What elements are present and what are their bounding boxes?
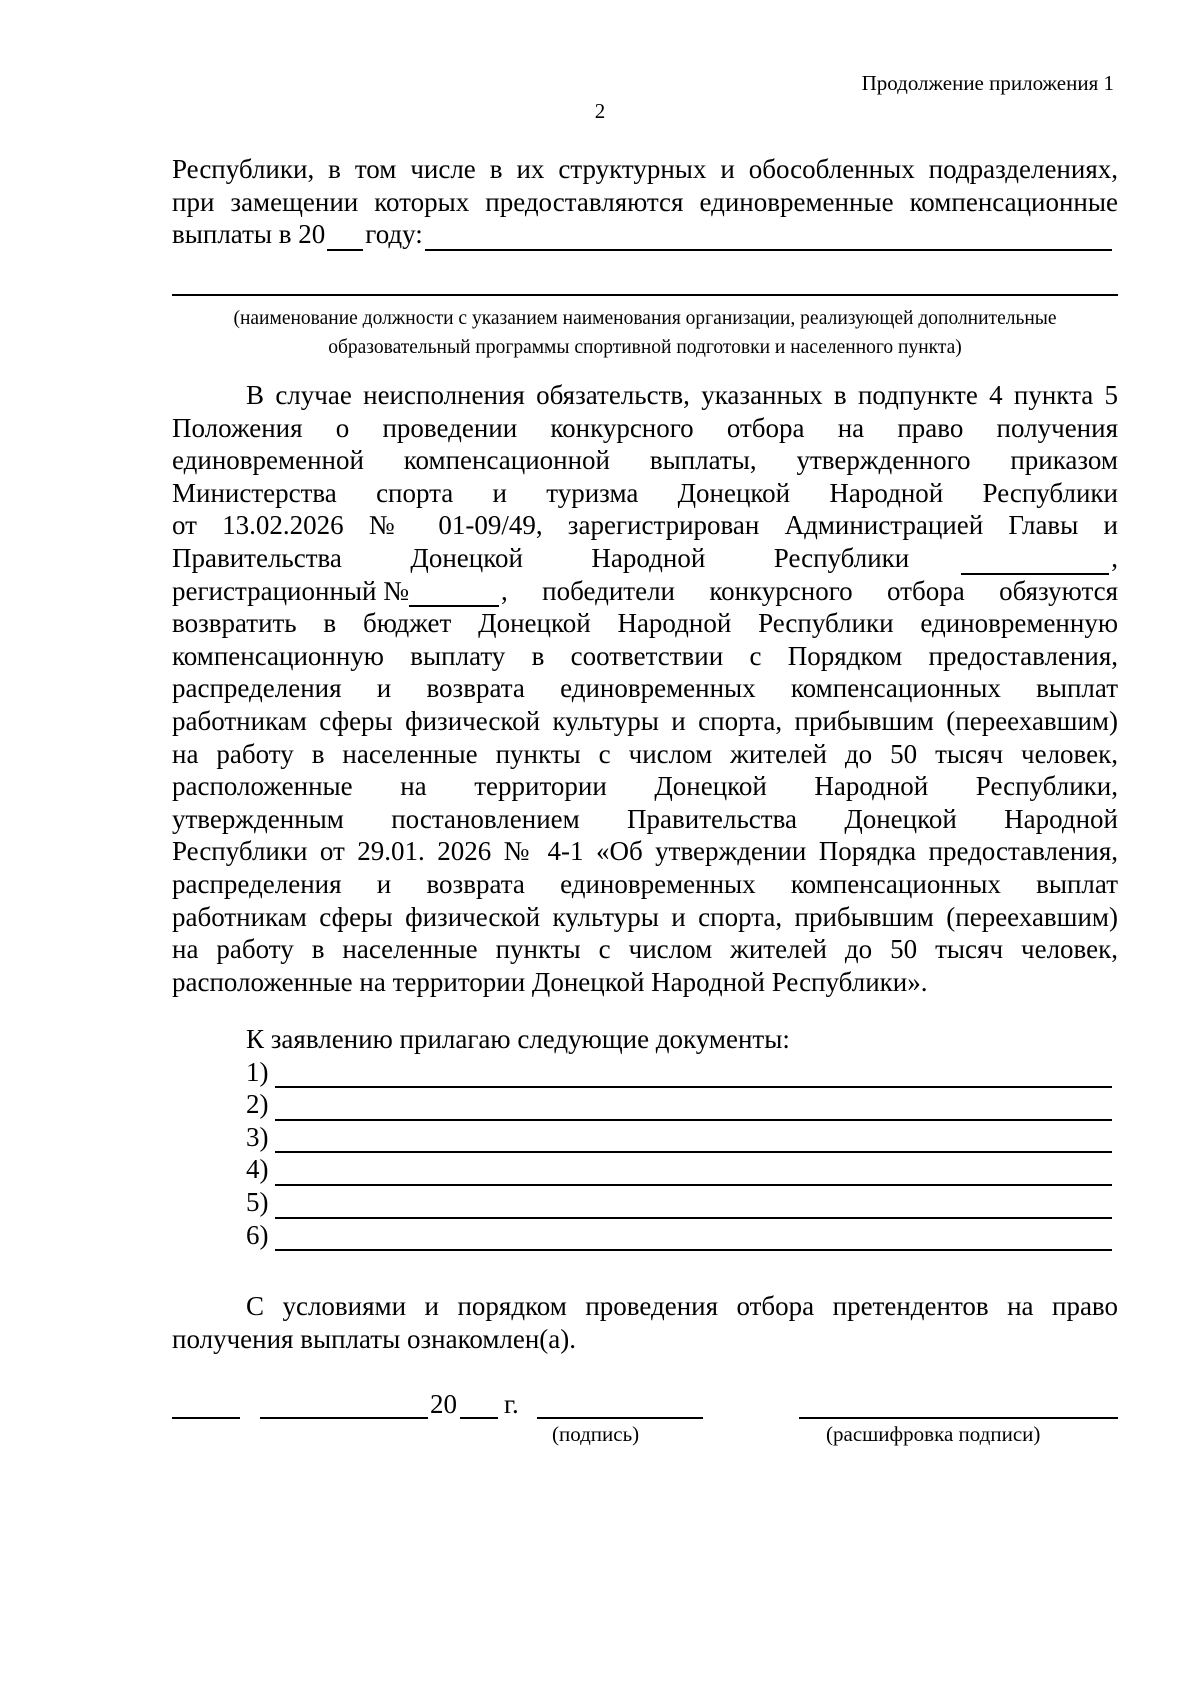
- obligations-line: единовременной компенсационной выплаты, утвержденного приказом: [172, 445, 1118, 476]
- obligations-paragraph: [172, 379, 1118, 998]
- position-blank[interactable]: [425, 224, 1112, 251]
- signature-caption: (подпись): [552, 1422, 640, 1446]
- obligations-line-6: [172, 542, 1118, 575]
- signature-year-blank[interactable]: [460, 1417, 498, 1419]
- attachments-block: [172, 1023, 1118, 1251]
- attachment-number: 4): [246, 1154, 269, 1185]
- obligations-line: Министерства спорта и туризма Донецкой Народной Республики: [172, 477, 1118, 508]
- obligations-line: утвержденным постановлением Правительства Донецкой Народной: [172, 803, 1118, 834]
- attachment-blank[interactable]: [275, 1193, 1113, 1219]
- intro-line-2: при замещении которых предоставляются единовременные компенсационные: [172, 186, 1118, 217]
- obligations-line-7-tail: , победители конкурсного отбора обязуются: [501, 575, 1118, 606]
- obligations-line: на работу в населенные пункты с числом жителей до 50 тысяч человек,: [172, 934, 1118, 965]
- obligations-line: распределения и возврата единовременных компенсационных выплат: [172, 868, 1118, 899]
- attachments-title: К заявлению прилагаю следующие документы:: [246, 1024, 790, 1054]
- attachment-number: 5): [246, 1186, 269, 1217]
- attachment-number: 2): [246, 1089, 269, 1120]
- intro-line-1: Республики, в том числе в их структурных и обособленных подразделениях,: [172, 154, 1118, 184]
- attachment-blank[interactable]: [275, 1127, 1113, 1153]
- obligations-line: распределения и возврата единовременных компенсационных выплат: [172, 673, 1118, 704]
- attachment-blank[interactable]: [275, 1225, 1113, 1251]
- attachment-item: [172, 1121, 1118, 1154]
- signature-decode-blank[interactable]: [799, 1417, 1118, 1419]
- attachment-item: [172, 1219, 1118, 1252]
- obligations-line: от 13.02.2026 № 01-09/49, зарегистрирован Администрацией Главы и: [172, 510, 1118, 541]
- intro-line-3-mid: году:: [365, 219, 423, 250]
- caption-line-2: образовательный программы спортивной подготовки и населенного пункта): [328, 337, 962, 358]
- obligations-line: возвратить в бюджет Донецкой Народной Республики единовременную: [172, 608, 1118, 639]
- page-number: 2: [594, 99, 606, 123]
- year-blank[interactable]: [327, 224, 363, 251]
- year-suffix: г.: [504, 1389, 519, 1419]
- obligations-line-7-text: регистрационный №: [172, 575, 410, 606]
- attachment-blank[interactable]: [275, 1062, 1113, 1088]
- intro-line-3: [172, 218, 1118, 251]
- registration-date-blank[interactable]: [961, 548, 1109, 575]
- obligations-line: расположенные на территории Донецкой Народной Республики».: [172, 966, 928, 997]
- obligations-line-7: [172, 575, 1118, 608]
- attachment-blank[interactable]: [275, 1095, 1113, 1121]
- intro-line-3-start: выплаты в 20: [172, 219, 326, 250]
- terms-line-2: получения выплаты ознакомлен(а).: [172, 1323, 577, 1354]
- year-prefix: 20: [430, 1389, 457, 1419]
- obligations-line: Положения о проведении конкурсного отбора на право получения: [172, 412, 1118, 443]
- obligations-line: на работу в населенные пункты с числом жителей до 50 тысяч человек,: [172, 738, 1118, 769]
- attachment-item: [172, 1153, 1118, 1186]
- signature-decode-caption: (расшифровка подписи): [826, 1422, 1041, 1446]
- caption-line-1: (наименование должности с указанием наименования организации, реализующей дополнительные: [233, 308, 1057, 329]
- attachment-item: [172, 1186, 1118, 1219]
- attachment-number: 1): [246, 1056, 269, 1087]
- obligations-line: В случае неисполнения обязательств, указанных в подпункте 4 пункта 5: [246, 380, 1118, 410]
- continuation-note: Продолжение приложения 1: [861, 71, 1114, 95]
- attachment-number: 3): [246, 1121, 269, 1152]
- day-blank[interactable]: [172, 1417, 240, 1419]
- intro-block: [172, 153, 1118, 251]
- obligations-line-6-text: Правительства Донецкой Народной Республики: [172, 542, 910, 573]
- attachment-item: [172, 1088, 1118, 1121]
- attachment-blank[interactable]: [275, 1160, 1113, 1186]
- position-caption: [172, 304, 1118, 362]
- attachment-number: 6): [246, 1219, 269, 1250]
- obligations-line: Республики от 29.01. 2026 № 4-1 «Об утверждении Порядка предоставления,: [172, 836, 1118, 867]
- obligations-line: компенсационную выплату в соответствии с Порядком предоставления,: [172, 640, 1118, 671]
- terms-line-1: С условиями и порядком проведения отбора претендентов на право: [246, 1291, 1118, 1321]
- signature-row: [172, 1388, 1118, 1420]
- obligations-line: расположенные на территории Донецкой Народной Республики,: [172, 771, 1118, 802]
- obligations-line: работникам сферы физической культуры и спорта, прибывшим (переехавшим): [172, 705, 1118, 736]
- obligations-line-6-tail: ,: [1111, 542, 1118, 573]
- signature-blank[interactable]: [537, 1417, 703, 1419]
- attachment-item: [172, 1056, 1118, 1089]
- position-continuation-line[interactable]: [172, 294, 1118, 296]
- registration-number-blank[interactable]: [409, 580, 499, 607]
- terms-acknowledgement: [172, 1290, 1118, 1355]
- obligations-line: работникам сферы физической культуры и спорта, прибывшим (переехавшим): [172, 901, 1118, 932]
- month-blank[interactable]: [260, 1417, 428, 1419]
